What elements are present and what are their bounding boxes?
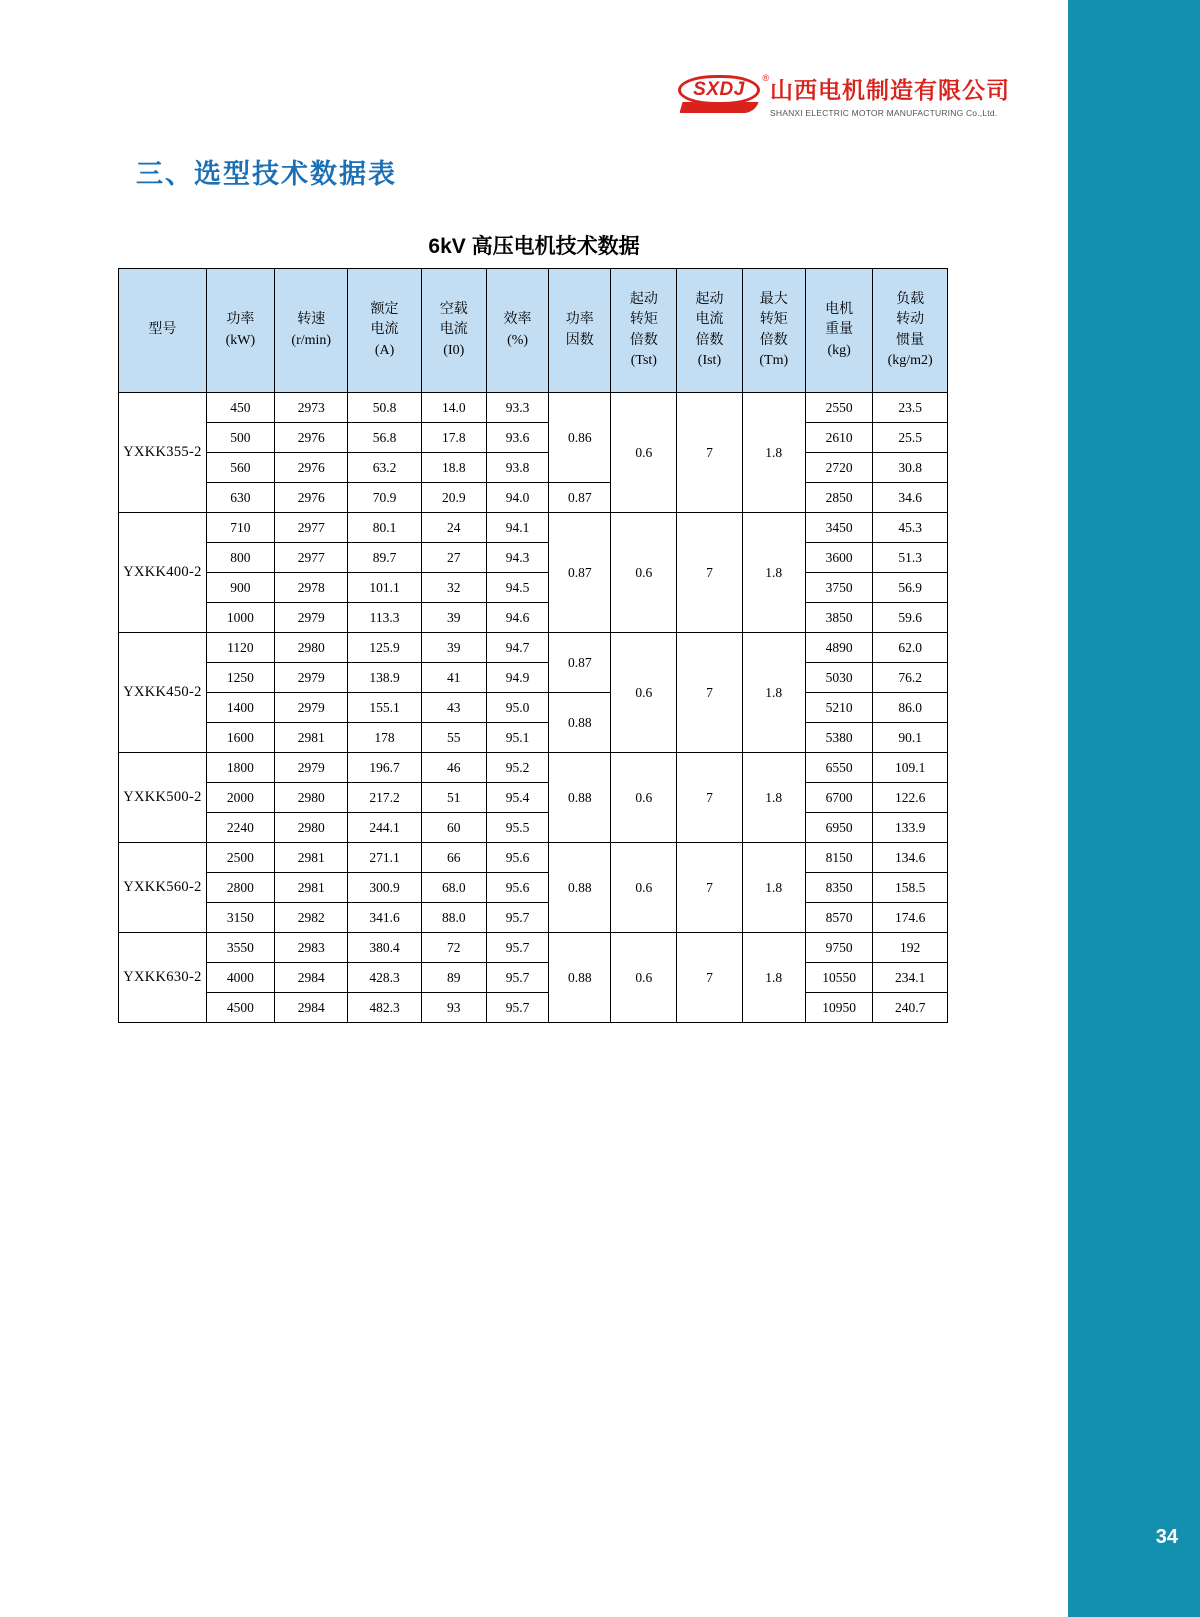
cell-inertia: 90.1	[873, 723, 948, 753]
column-header	[611, 269, 677, 393]
cell-weight: 4890	[805, 633, 872, 663]
cell-power-factor: 0.86	[549, 393, 611, 483]
column-header	[206, 269, 274, 393]
cell-noload: 24	[421, 513, 486, 543]
cell-rated: 56.8	[348, 423, 421, 453]
model-cell: YXKK500-2	[119, 753, 207, 843]
cell-noload: 51	[421, 783, 486, 813]
cell-rated: 271.1	[348, 843, 421, 873]
cell-power: 3150	[206, 903, 274, 933]
cell-speed: 2984	[275, 963, 348, 993]
cell-rated: 125.9	[348, 633, 421, 663]
cell-power-factor: 0.88	[549, 693, 611, 753]
cell-weight: 3600	[805, 543, 872, 573]
column-header	[421, 269, 486, 393]
table-row	[119, 933, 948, 963]
cell-weight: 2720	[805, 453, 872, 483]
table-row	[119, 513, 948, 543]
company-name-cn: 山西电机制造有限公司	[770, 77, 1010, 103]
cell-inertia: 158.5	[873, 873, 948, 903]
cell-inertia: 59.6	[873, 603, 948, 633]
column-header-line: 功率	[565, 312, 594, 328]
cell-starting-current: 7	[677, 843, 742, 933]
cell-noload: 68.0	[421, 873, 486, 903]
cell-starting-current: 7	[677, 933, 742, 1023]
cell-inertia: 122.6	[873, 783, 948, 813]
cell-rated: 70.9	[348, 483, 421, 513]
cell-power: 2240	[206, 813, 274, 843]
cell-inertia: 192	[873, 933, 948, 963]
cell-speed: 2981	[275, 843, 348, 873]
column-header	[486, 269, 548, 393]
cell-starting-torque: 0.6	[611, 933, 677, 1023]
cell-speed: 2977	[275, 513, 348, 543]
cell-inertia: 76.2	[873, 663, 948, 693]
cell-eff: 95.4	[486, 783, 548, 813]
cell-starting-torque: 0.6	[611, 513, 677, 633]
cell-power-factor: 0.88	[549, 753, 611, 843]
cell-speed: 2976	[275, 483, 348, 513]
cell-eff: 95.6	[486, 873, 548, 903]
cell-noload: 17.8	[421, 423, 486, 453]
cell-power: 3550	[206, 933, 274, 963]
cell-rated: 155.1	[348, 693, 421, 723]
cell-speed: 2973	[275, 393, 348, 423]
cell-weight: 8570	[805, 903, 872, 933]
cell-eff: 94.9	[486, 663, 548, 693]
cell-noload: 39	[421, 633, 486, 663]
cell-weight: 3850	[805, 603, 872, 633]
cell-speed: 2983	[275, 933, 348, 963]
cell-weight: 5030	[805, 663, 872, 693]
column-header-line: 转矩	[759, 312, 788, 328]
cell-speed: 2981	[275, 723, 348, 753]
cell-power-factor: 0.88	[549, 843, 611, 933]
cell-weight: 2850	[805, 483, 872, 513]
table-header-row	[119, 269, 948, 393]
table-row	[119, 483, 948, 513]
cell-power: 4000	[206, 963, 274, 993]
cell-inertia: 134.6	[873, 843, 948, 873]
table-title: 6kV 高压电机技术数据	[428, 235, 640, 258]
table-row	[119, 453, 948, 483]
cell-eff: 93.3	[486, 393, 548, 423]
cell-inertia: 109.1	[873, 753, 948, 783]
cell-rated: 101.1	[348, 573, 421, 603]
cell-rated: 113.3	[348, 603, 421, 633]
cell-max-torque: 1.8	[742, 933, 805, 1023]
table-row	[119, 963, 948, 993]
cell-inertia: 25.5	[873, 423, 948, 453]
cell-eff: 94.7	[486, 633, 548, 663]
cell-speed: 2980	[275, 783, 348, 813]
cell-starting-current: 7	[677, 633, 742, 753]
cell-weight: 8350	[805, 873, 872, 903]
cell-rated: 89.7	[348, 543, 421, 573]
cell-noload: 41	[421, 663, 486, 693]
table-row	[119, 993, 948, 1023]
column-header-line: (Ist)	[697, 352, 722, 368]
table-row	[119, 633, 948, 663]
cell-eff: 95.6	[486, 843, 548, 873]
cell-eff: 93.8	[486, 453, 548, 483]
column-header-line: 倍数	[759, 332, 788, 348]
column-header-line: 型号	[148, 322, 177, 338]
cell-noload: 55	[421, 723, 486, 753]
cell-rated: 80.1	[348, 513, 421, 543]
column-header-line: (A)	[374, 342, 395, 358]
column-header-line: 额定	[370, 302, 399, 318]
cell-noload: 46	[421, 753, 486, 783]
column-header-line: (kg)	[827, 342, 851, 358]
cell-speed: 2977	[275, 543, 348, 573]
cell-power: 630	[206, 483, 274, 513]
model-cell: YXKK560-2	[119, 843, 207, 933]
table-row	[119, 423, 948, 453]
cell-rated: 138.9	[348, 663, 421, 693]
cell-rated: 217.2	[348, 783, 421, 813]
sxdj-logo-icon	[678, 73, 769, 117]
page-side-band	[1068, 0, 1200, 1617]
cell-inertia: 30.8	[873, 453, 948, 483]
cell-speed: 2980	[275, 813, 348, 843]
cell-eff: 95.1	[486, 723, 548, 753]
cell-weight: 9750	[805, 933, 872, 963]
model-cell: YXKK400-2	[119, 513, 207, 633]
table-row	[119, 753, 948, 783]
table-row	[119, 693, 948, 723]
cell-power: 800	[206, 543, 274, 573]
cell-eff: 95.7	[486, 903, 548, 933]
table-row	[119, 573, 948, 603]
table-row	[119, 603, 948, 633]
column-header-line: 转矩	[629, 312, 658, 328]
registered-mark-icon: ®	[762, 73, 769, 83]
column-header-line: 惯量	[896, 332, 925, 348]
column-header-line: 最大	[759, 291, 788, 307]
cell-speed: 2981	[275, 873, 348, 903]
cell-inertia: 51.3	[873, 543, 948, 573]
column-header-line: (%)	[507, 332, 529, 348]
cell-rated: 196.7	[348, 753, 421, 783]
cell-starting-torque: 0.6	[611, 753, 677, 843]
table-row	[119, 393, 948, 423]
cell-inertia: 62.0	[873, 633, 948, 663]
cell-weight: 8150	[805, 843, 872, 873]
cell-inertia: 240.7	[873, 993, 948, 1023]
cell-rated: 300.9	[348, 873, 421, 903]
column-header-line: 电机	[825, 302, 854, 318]
model-cell: YXKK450-2	[119, 633, 207, 753]
column-header-line: 电流	[695, 312, 724, 328]
cell-power-factor: 0.87	[549, 633, 611, 693]
cell-max-torque: 1.8	[742, 513, 805, 633]
column-header-line: (kg/m2)	[887, 352, 933, 368]
model-cell: YXKK630-2	[119, 933, 207, 1023]
column-header-line: 功率	[226, 312, 255, 328]
cell-inertia: 234.1	[873, 963, 948, 993]
cell-speed: 2979	[275, 753, 348, 783]
column-header-line: 倍数	[695, 332, 724, 348]
section-heading: 三、选型技术数据表	[136, 159, 397, 189]
table-row	[119, 543, 948, 573]
cell-power: 1120	[206, 633, 274, 663]
table-row	[119, 783, 948, 813]
cell-max-torque: 1.8	[742, 843, 805, 933]
cell-max-torque: 1.8	[742, 393, 805, 513]
cell-speed: 2978	[275, 573, 348, 603]
cell-speed: 2979	[275, 693, 348, 723]
technical-data-table	[118, 268, 948, 1023]
cell-rated: 244.1	[348, 813, 421, 843]
cell-speed: 2979	[275, 603, 348, 633]
cell-max-torque: 1.8	[742, 633, 805, 753]
cell-weight: 3750	[805, 573, 872, 603]
cell-inertia: 174.6	[873, 903, 948, 933]
cell-inertia: 23.5	[873, 393, 948, 423]
cell-weight: 3450	[805, 513, 872, 543]
cell-noload: 32	[421, 573, 486, 603]
cell-weight: 6950	[805, 813, 872, 843]
column-header-line: 因数	[565, 332, 594, 348]
cell-noload: 20.9	[421, 483, 486, 513]
cell-rated: 63.2	[348, 453, 421, 483]
cell-weight: 2550	[805, 393, 872, 423]
company-name-block	[770, 72, 1010, 118]
cell-rated: 341.6	[348, 903, 421, 933]
cell-power: 1250	[206, 663, 274, 693]
cell-starting-torque: 0.6	[611, 633, 677, 753]
cell-noload: 43	[421, 693, 486, 723]
cell-speed: 2976	[275, 453, 348, 483]
cell-speed: 2979	[275, 663, 348, 693]
cell-noload: 66	[421, 843, 486, 873]
cell-inertia: 56.9	[873, 573, 948, 603]
cell-noload: 88.0	[421, 903, 486, 933]
cell-eff: 95.0	[486, 693, 548, 723]
cell-power-factor: 0.88	[549, 933, 611, 1023]
column-header-line: (Tm)	[759, 352, 789, 368]
column-header-line: 效率	[503, 312, 532, 328]
cell-weight: 2610	[805, 423, 872, 453]
model-cell: YXKK355-2	[119, 393, 207, 513]
cell-weight: 5380	[805, 723, 872, 753]
cell-eff: 94.0	[486, 483, 548, 513]
cell-power: 2500	[206, 843, 274, 873]
column-header-line: (Tst)	[630, 352, 657, 368]
cell-inertia: 34.6	[873, 483, 948, 513]
column-header-line: (I0)	[443, 342, 465, 358]
table-row	[119, 903, 948, 933]
column-header-line: 电流	[439, 322, 468, 338]
cell-speed: 2982	[275, 903, 348, 933]
column-header	[119, 269, 207, 393]
cell-power: 900	[206, 573, 274, 603]
cell-power: 710	[206, 513, 274, 543]
column-header-line: 转动	[896, 312, 925, 328]
table-row	[119, 663, 948, 693]
cell-eff: 95.5	[486, 813, 548, 843]
column-header	[873, 269, 948, 393]
cell-rated: 482.3	[348, 993, 421, 1023]
cell-power: 1800	[206, 753, 274, 783]
table-row	[119, 723, 948, 753]
column-header-line: 空载	[439, 302, 468, 318]
cell-noload: 60	[421, 813, 486, 843]
cell-rated: 380.4	[348, 933, 421, 963]
cell-power: 2000	[206, 783, 274, 813]
company-logo	[678, 72, 1010, 118]
cell-speed: 2980	[275, 633, 348, 663]
cell-noload: 89	[421, 963, 486, 993]
table-row	[119, 873, 948, 903]
cell-weight: 6550	[805, 753, 872, 783]
cell-starting-torque: 0.6	[611, 843, 677, 933]
cell-eff: 95.2	[486, 753, 548, 783]
cell-noload: 39	[421, 603, 486, 633]
column-header	[805, 269, 872, 393]
column-header-line: (r/min)	[291, 332, 332, 348]
cell-power-factor: 0.87	[549, 483, 611, 513]
column-header	[742, 269, 805, 393]
cell-power: 1400	[206, 693, 274, 723]
page-number: 34	[1155, 1526, 1178, 1548]
cell-noload: 93	[421, 993, 486, 1023]
cell-noload: 18.8	[421, 453, 486, 483]
column-header-line: 重量	[825, 322, 854, 338]
column-header	[348, 269, 421, 393]
cell-noload: 14.0	[421, 393, 486, 423]
column-header	[677, 269, 742, 393]
column-header-line: 转速	[297, 312, 326, 328]
cell-weight: 10550	[805, 963, 872, 993]
column-header-line: 起动	[695, 291, 724, 307]
column-header-line: 负载	[896, 291, 925, 307]
cell-power: 500	[206, 423, 274, 453]
column-header-line: 倍数	[629, 332, 658, 348]
cell-inertia: 45.3	[873, 513, 948, 543]
company-name-en: SHANXI ELECTRIC MOTOR MANUFACTURING Co.,Ltd.	[770, 108, 998, 118]
cell-starting-torque: 0.6	[611, 393, 677, 513]
cell-eff: 95.7	[486, 993, 548, 1023]
cell-power: 4500	[206, 993, 274, 1023]
cell-eff: 93.6	[486, 423, 548, 453]
table-row	[119, 843, 948, 873]
cell-inertia: 133.9	[873, 813, 948, 843]
cell-power: 560	[206, 453, 274, 483]
cell-weight: 5210	[805, 693, 872, 723]
logo-monogram: SXDJ	[693, 79, 745, 100]
cell-power: 1000	[206, 603, 274, 633]
cell-rated: 50.8	[348, 393, 421, 423]
cell-max-torque: 1.8	[742, 753, 805, 843]
cell-speed: 2984	[275, 993, 348, 1023]
cell-rated: 428.3	[348, 963, 421, 993]
cell-inertia: 86.0	[873, 693, 948, 723]
cell-eff: 94.3	[486, 543, 548, 573]
cell-starting-current: 7	[677, 513, 742, 633]
cell-noload: 72	[421, 933, 486, 963]
cell-eff: 94.5	[486, 573, 548, 603]
table-row	[119, 813, 948, 843]
cell-noload: 27	[421, 543, 486, 573]
cell-starting-current: 7	[677, 753, 742, 843]
cell-rated: 178	[348, 723, 421, 753]
column-header	[275, 269, 348, 393]
cell-eff: 95.7	[486, 933, 548, 963]
column-header	[549, 269, 611, 393]
cell-power: 2800	[206, 873, 274, 903]
cell-weight: 6700	[805, 783, 872, 813]
cell-eff: 94.1	[486, 513, 548, 543]
cell-eff: 95.7	[486, 963, 548, 993]
cell-eff: 94.6	[486, 603, 548, 633]
cell-power: 450	[206, 393, 274, 423]
column-header-line: 电流	[370, 322, 399, 338]
cell-starting-current: 7	[677, 393, 742, 513]
column-header-line: 起动	[629, 291, 658, 307]
cell-weight: 10950	[805, 993, 872, 1023]
column-header-line: (kW)	[225, 332, 256, 348]
cell-power-factor: 0.87	[549, 513, 611, 633]
cell-power: 1600	[206, 723, 274, 753]
cell-speed: 2976	[275, 423, 348, 453]
